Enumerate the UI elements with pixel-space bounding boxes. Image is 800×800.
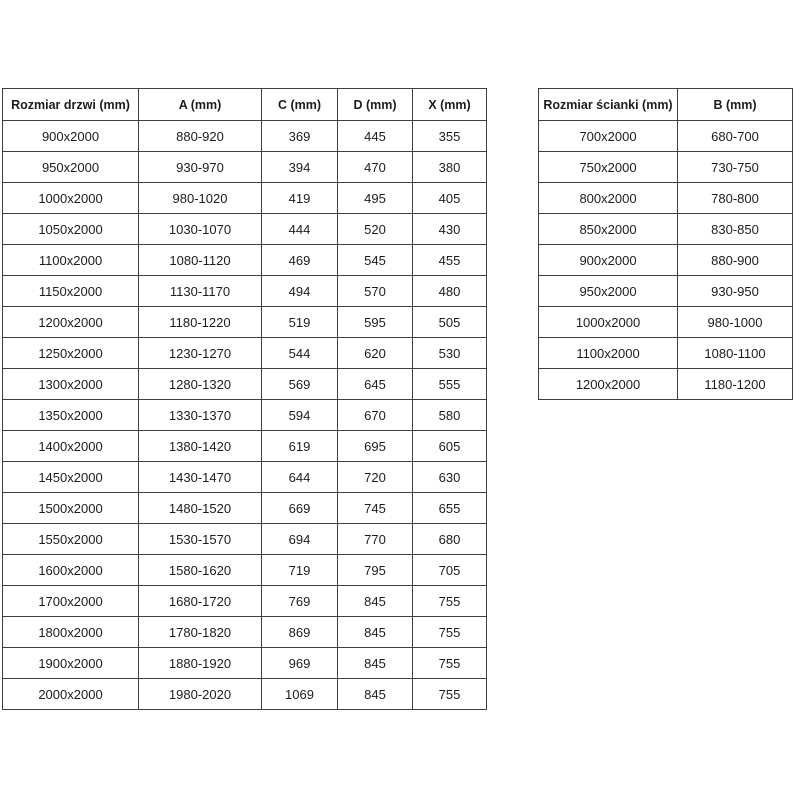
table-cell: 645 xyxy=(338,369,413,400)
table-cell: 1080-1100 xyxy=(678,338,793,369)
table-cell: 1430-1470 xyxy=(139,462,262,493)
header-row xyxy=(539,89,793,121)
table-cell: 1900x2000 xyxy=(3,648,139,679)
table-cell: 1800x2000 xyxy=(3,617,139,648)
table-cell: 1080-1120 xyxy=(139,245,262,276)
table-cell: 1069 xyxy=(262,679,338,710)
table-cell: 455 xyxy=(413,245,487,276)
table-row xyxy=(539,338,793,369)
table-cell: 700x2000 xyxy=(539,121,678,152)
table-cell: 519 xyxy=(262,307,338,338)
table-cell: 470 xyxy=(338,152,413,183)
column-header: Rozmiar ścianki (mm) xyxy=(539,89,678,121)
table-cell: 444 xyxy=(262,214,338,245)
table-cell: 1350x2000 xyxy=(3,400,139,431)
table-cell: 1230-1270 xyxy=(139,338,262,369)
table-cell: 555 xyxy=(413,369,487,400)
table-row xyxy=(3,183,487,214)
table-cell: 1250x2000 xyxy=(3,338,139,369)
table-row xyxy=(3,369,487,400)
table-cell: 1030-1070 xyxy=(139,214,262,245)
table-cell: 2000x2000 xyxy=(3,679,139,710)
table-cell: 694 xyxy=(262,524,338,555)
table-cell: 1150x2000 xyxy=(3,276,139,307)
table-cell: 950x2000 xyxy=(539,276,678,307)
table-cell: 1130-1170 xyxy=(139,276,262,307)
table-cell: 845 xyxy=(338,648,413,679)
table-row xyxy=(3,555,487,586)
table-cell: 750x2000 xyxy=(539,152,678,183)
table-cell: 505 xyxy=(413,307,487,338)
table-cell: 1480-1520 xyxy=(139,493,262,524)
table-cell: 795 xyxy=(338,555,413,586)
table-cell: 1880-1920 xyxy=(139,648,262,679)
table-cell: 769 xyxy=(262,586,338,617)
table-cell: 1180-1220 xyxy=(139,307,262,338)
table-cell: 755 xyxy=(413,617,487,648)
table-cell: 845 xyxy=(338,679,413,710)
table-cell: 495 xyxy=(338,183,413,214)
table-cell: 580 xyxy=(413,400,487,431)
table-row xyxy=(3,617,487,648)
table-cell: 880-920 xyxy=(139,121,262,152)
table-row xyxy=(3,648,487,679)
table-row xyxy=(3,524,487,555)
table-cell: 1000x2000 xyxy=(539,307,678,338)
table-cell: 755 xyxy=(413,679,487,710)
column-header: D (mm) xyxy=(338,89,413,121)
table-cell: 1980-2020 xyxy=(139,679,262,710)
table-cell: 544 xyxy=(262,338,338,369)
table-cell: 745 xyxy=(338,493,413,524)
table-row xyxy=(539,307,793,338)
table-row xyxy=(3,338,487,369)
table-cell: 845 xyxy=(338,586,413,617)
table-cell: 1100x2000 xyxy=(3,245,139,276)
table-cell: 1500x2000 xyxy=(3,493,139,524)
table-cell: 1100x2000 xyxy=(539,338,678,369)
door-dimensions-table xyxy=(2,88,487,710)
table-cell: 1400x2000 xyxy=(3,431,139,462)
table-cell: 630 xyxy=(413,462,487,493)
table-cell: 619 xyxy=(262,431,338,462)
table-cell: 900x2000 xyxy=(539,245,678,276)
header-row xyxy=(3,89,487,121)
table-cell: 830-850 xyxy=(678,214,793,245)
table-cell: 1000x2000 xyxy=(3,183,139,214)
table-cell: 719 xyxy=(262,555,338,586)
table-cell: 655 xyxy=(413,493,487,524)
table-cell: 595 xyxy=(338,307,413,338)
table-row xyxy=(3,431,487,462)
table-cell: 1450x2000 xyxy=(3,462,139,493)
table-cell: 1780-1820 xyxy=(139,617,262,648)
table-cell: 419 xyxy=(262,183,338,214)
table-row xyxy=(539,214,793,245)
table-cell: 605 xyxy=(413,431,487,462)
table-cell: 1580-1620 xyxy=(139,555,262,586)
column-header: Rozmiar drzwi (mm) xyxy=(3,89,139,121)
table-cell: 644 xyxy=(262,462,338,493)
table-cell: 670 xyxy=(338,400,413,431)
column-header: C (mm) xyxy=(262,89,338,121)
table-cell: 869 xyxy=(262,617,338,648)
table-cell: 380 xyxy=(413,152,487,183)
table-cell: 369 xyxy=(262,121,338,152)
table-cell: 1280-1320 xyxy=(139,369,262,400)
table-row xyxy=(3,307,487,338)
table-cell: 980-1000 xyxy=(678,307,793,338)
table-cell: 480 xyxy=(413,276,487,307)
table-cell: 705 xyxy=(413,555,487,586)
wall-dimensions-table xyxy=(538,88,793,400)
table-cell: 1180-1200 xyxy=(678,369,793,400)
table-cell: 770 xyxy=(338,524,413,555)
table-cell: 570 xyxy=(338,276,413,307)
column-header: X (mm) xyxy=(413,89,487,121)
table-row xyxy=(3,121,487,152)
table-row xyxy=(539,183,793,214)
table-cell: 1550x2000 xyxy=(3,524,139,555)
table-cell: 800x2000 xyxy=(539,183,678,214)
table-cell: 1330-1370 xyxy=(139,400,262,431)
table-row xyxy=(3,245,487,276)
table-cell: 405 xyxy=(413,183,487,214)
table-cell: 1680-1720 xyxy=(139,586,262,617)
table-cell: 355 xyxy=(413,121,487,152)
table-cell: 755 xyxy=(413,586,487,617)
table-cell: 1380-1420 xyxy=(139,431,262,462)
table-cell: 680 xyxy=(413,524,487,555)
table-row xyxy=(3,679,487,710)
table-row xyxy=(539,245,793,276)
table-cell: 445 xyxy=(338,121,413,152)
table-row xyxy=(3,276,487,307)
table-row xyxy=(539,369,793,400)
table-cell: 1200x2000 xyxy=(539,369,678,400)
table-cell: 730-750 xyxy=(678,152,793,183)
table-cell: 1600x2000 xyxy=(3,555,139,586)
table-row xyxy=(539,121,793,152)
table-cell: 430 xyxy=(413,214,487,245)
table-cell: 494 xyxy=(262,276,338,307)
table-cell: 569 xyxy=(262,369,338,400)
table-cell: 520 xyxy=(338,214,413,245)
column-header: B (mm) xyxy=(678,89,793,121)
table-row xyxy=(3,462,487,493)
table-row xyxy=(3,586,487,617)
table-cell: 980-1020 xyxy=(139,183,262,214)
table-cell: 845 xyxy=(338,617,413,648)
table-cell: 930-970 xyxy=(139,152,262,183)
table-cell: 1530-1570 xyxy=(139,524,262,555)
table-cell: 394 xyxy=(262,152,338,183)
table-cell: 1200x2000 xyxy=(3,307,139,338)
table-cell: 469 xyxy=(262,245,338,276)
table-cell: 669 xyxy=(262,493,338,524)
table-row xyxy=(539,152,793,183)
table-cell: 545 xyxy=(338,245,413,276)
table-row xyxy=(3,152,487,183)
table-cell: 620 xyxy=(338,338,413,369)
table-row xyxy=(539,276,793,307)
table-cell: 1700x2000 xyxy=(3,586,139,617)
table-cell: 780-800 xyxy=(678,183,793,214)
table-cell: 680-700 xyxy=(678,121,793,152)
table-cell: 755 xyxy=(413,648,487,679)
table-cell: 850x2000 xyxy=(539,214,678,245)
table-cell: 930-950 xyxy=(678,276,793,307)
column-header: A (mm) xyxy=(139,89,262,121)
table-row xyxy=(3,493,487,524)
table-cell: 695 xyxy=(338,431,413,462)
table-row xyxy=(3,214,487,245)
table-cell: 1050x2000 xyxy=(3,214,139,245)
table-cell: 720 xyxy=(338,462,413,493)
table-cell: 594 xyxy=(262,400,338,431)
table-cell: 900x2000 xyxy=(3,121,139,152)
table-cell: 1300x2000 xyxy=(3,369,139,400)
table-row xyxy=(3,400,487,431)
table-cell: 530 xyxy=(413,338,487,369)
table-cell: 950x2000 xyxy=(3,152,139,183)
table-cell: 880-900 xyxy=(678,245,793,276)
table-cell: 969 xyxy=(262,648,338,679)
